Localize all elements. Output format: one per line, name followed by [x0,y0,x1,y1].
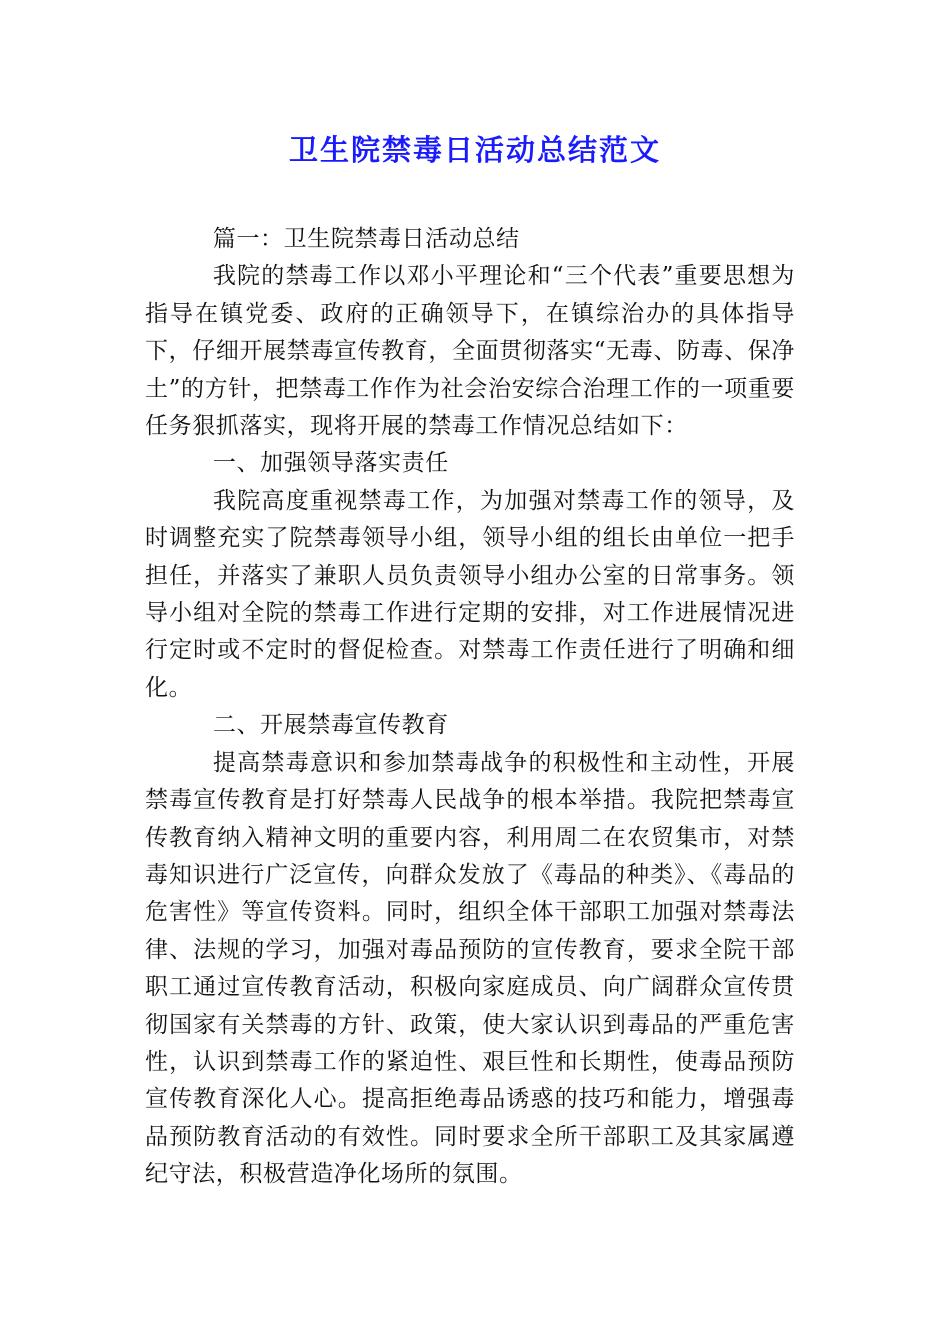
document-title: 卫生院禁毒日活动总结范文 [288,133,661,167]
publicity-paragraph: 提高禁毒意识和参加禁毒战争的积极性和主动性，开展禁毒宣传教育是打好禁毒人民战争的根本举措。我院把禁毒宣传教育纳入精神文明的重要内容，利用周二在农贸集市，对禁毒知识进行广泛宣传，向群众发放了《毒品的种类》、《毒品的危害性》等宣传资料。同时，组织全体干部职工加强对禁毒法律、法规的学习，加强对毒品预防的宣传教育，要求全院干部职工通过宣传教育活动，积极向家庭成员、向广阔群众宣传贯彻国家有关禁毒的方针、政策，使大家认识到毒品的严重危害性，认识到禁毒工作的紧迫性、艰巨性和长期性，使毒品预防宣传教育深化人心。提高拒绝毒品诱惑的技巧和能力，增强毒品预防教育活动的有效性。同时要求全所干部职工及其家属遵纪守法，积极营造净化场所的氛围。 [145,749,795,1188]
intro-paragraph: 我院的禁毒工作以邓小平理论和“三个代表”重要思想为指导在镇党委、政府的正确领导下，在镇综治办的具体指导下，仔细开展禁毒宣传教育，全面贯彻落实“无毒、防毒、保净土”的方针，把禁毒工作作为社会治安综合治理工作的一项重要任务狠抓落实，现将开展的禁毒工作情况总结如下： [145,263,795,440]
document-body [145,221,795,1194]
section-heading-publicity: 二、开展禁毒宣传教育 [212,712,449,739]
section-heading-part-one: 篇一：卫生院禁毒日活动总结 [212,226,520,252]
section-heading-leadership: 一、加强领导落实责任 [212,450,449,477]
leadership-paragraph: 我院高度重视禁毒工作，为加强对禁毒工作的领导，及时调整充实了院禁毒领导小组，领导小组的组长由单位一把手担任，并落实了兼职人员负责领导小组办公室的日常事务。领导小组对全院的禁毒工作进行定期的安排，对工作进展情况进行定时或不定时的督促检查。对禁毒工作责任进行了明确和细化。 [145,487,795,701]
